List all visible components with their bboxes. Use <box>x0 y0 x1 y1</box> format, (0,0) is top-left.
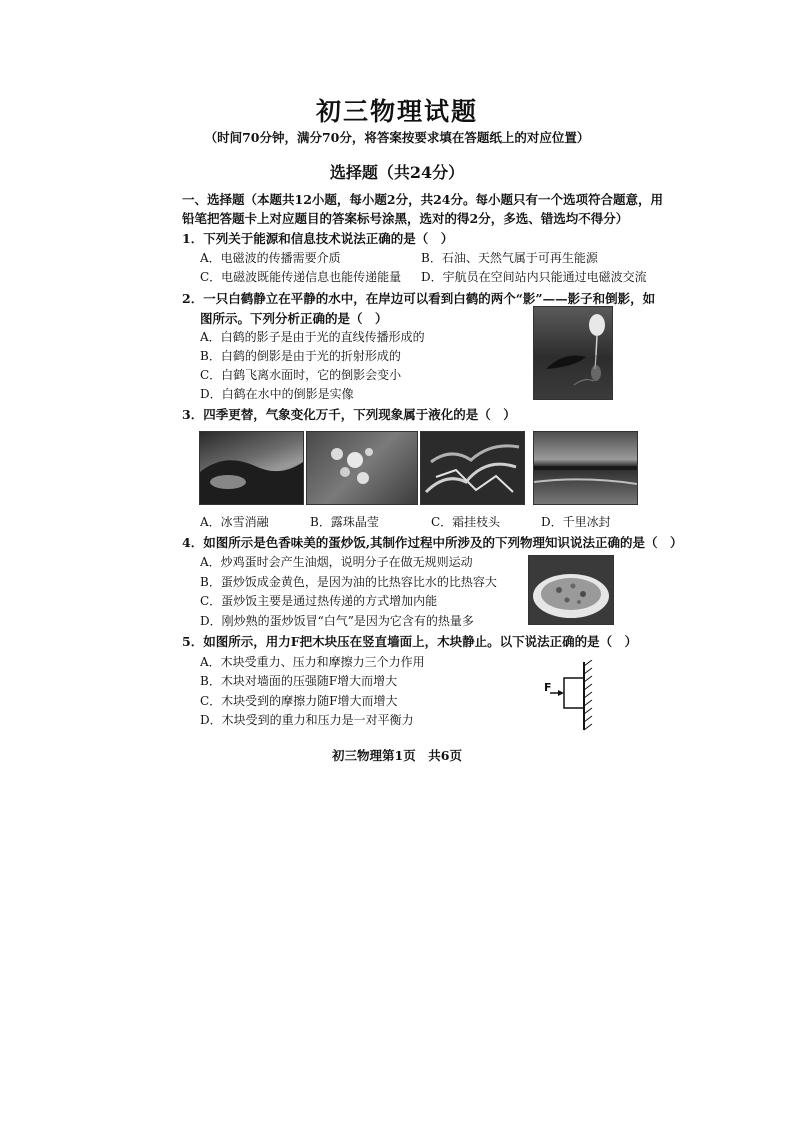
question-1-option-c: C．电磁波既能传递信息也能传递能量 <box>200 270 402 284</box>
question-2-option-a: A．白鹤的影子是由于光的直线传播形成的 <box>200 330 425 344</box>
question-2-option-d: D．白鹤在水中的倒影是实像 <box>200 387 354 401</box>
melting-snow-illustration <box>200 432 303 504</box>
page-title: 初三物理试题 <box>315 97 478 126</box>
exam-subtitle: （时间70分钟，满分70分，将答案按要求填在答题纸上的对应位置） <box>204 130 590 145</box>
question-4-option-c: C．蛋炒饭主要是通过热传递的方式增加内能 <box>200 594 438 608</box>
crane-photo <box>533 306 613 400</box>
question-2-option-b: B．白鹤的倒影是由于光的折射形成的 <box>200 349 401 363</box>
question-5-option-b: B．木块对墙面的压强随F增大而增大 <box>200 674 398 688</box>
fried-rice-photo <box>528 555 614 625</box>
question-3-option-b: B．露珠晶莹 <box>310 515 379 529</box>
page-footer: 初三物理第1页 共6页 <box>332 748 462 763</box>
question-3-stem: 3．四季更替，气象变化万千，下列现象属于液化的是（ ） <box>182 407 516 422</box>
question-3-option-c: C．霜挂枝头 <box>431 515 501 529</box>
question-4-stem: 4．如图所示是色香味美的蛋炒饭,其制作过程中所涉及的下列物理知识说法正确的是（ ） <box>182 535 683 550</box>
question-4-option-b: B．蛋炒饭成金黄色，是因为油的比热容比水的比热容大 <box>200 575 497 589</box>
question-5-option-d: D．木块受到的重力和压力是一对平衡力 <box>200 713 414 727</box>
frozen-land-illustration <box>534 432 637 504</box>
question-1-stem: 1．下列关于能源和信息技术说法正确的是（ ） <box>182 231 454 246</box>
question-4-option-d: D．刚炒熟的蛋炒饭冒“白气”是因为它含有的热量多 <box>200 614 474 628</box>
dew-drops-photo <box>306 431 418 505</box>
question-2-stem-line-1: 2．一只白鹤静立在平静的水中，在岸边可以看到白鹤的两个“影”——影子和倒影，如 <box>182 291 656 306</box>
question-1-option-a: A．电磁波的传播需要介质 <box>200 251 341 265</box>
frost-branches-photo <box>420 431 525 505</box>
question-4-option-a: A．炒鸡蛋时会产生油烟，说明分子在做无规则运动 <box>200 555 473 569</box>
dew-drops-illustration <box>307 432 417 504</box>
fried-rice-illustration <box>529 556 613 624</box>
question-3-option-a: A．冰雪消融 <box>200 515 269 529</box>
melting-snow-photo <box>199 431 304 505</box>
section-title: 选择题（共24分） <box>329 163 465 182</box>
question-5-stem: 5．如图所示，用力F把木块压在竖直墙面上，木块静止。以下说法正确的是（ ） <box>182 634 638 649</box>
question-1-option-b: B．石油、天然气属于可再生能源 <box>421 251 598 265</box>
question-2-stem-line-2: 图所示。下列分析正确的是（ ） <box>200 311 388 326</box>
question-5-option-c: C．木块受到的摩擦力随F增大而增大 <box>200 694 398 708</box>
question-1-option-d: D．宇航员在空间站内只能通过电磁波交流 <box>421 270 647 284</box>
question-5-option-a: A．木块受重力、压力和摩擦力三个力作用 <box>200 655 425 669</box>
block-wall-diagram <box>540 660 600 732</box>
question-2-option-c: C．白鹤飞离水面时，它的倒影会变小 <box>200 368 402 382</box>
question-3-option-d: D．千里冰封 <box>541 515 611 529</box>
crane-illustration <box>534 307 612 399</box>
frost-branches-illustration <box>421 432 524 504</box>
frozen-land-photo <box>533 431 638 505</box>
force-label: F <box>544 681 552 694</box>
instructions-line-1: 一、选择题（本题共12小题，每小题2分，共24分。每小题只有一个选项符合题意，用 <box>182 192 663 207</box>
instructions-line-2: 铅笔把答题卡上对应题目的答案标号涂黑，选对的得2分，多选、错选均不得分） <box>182 211 629 226</box>
